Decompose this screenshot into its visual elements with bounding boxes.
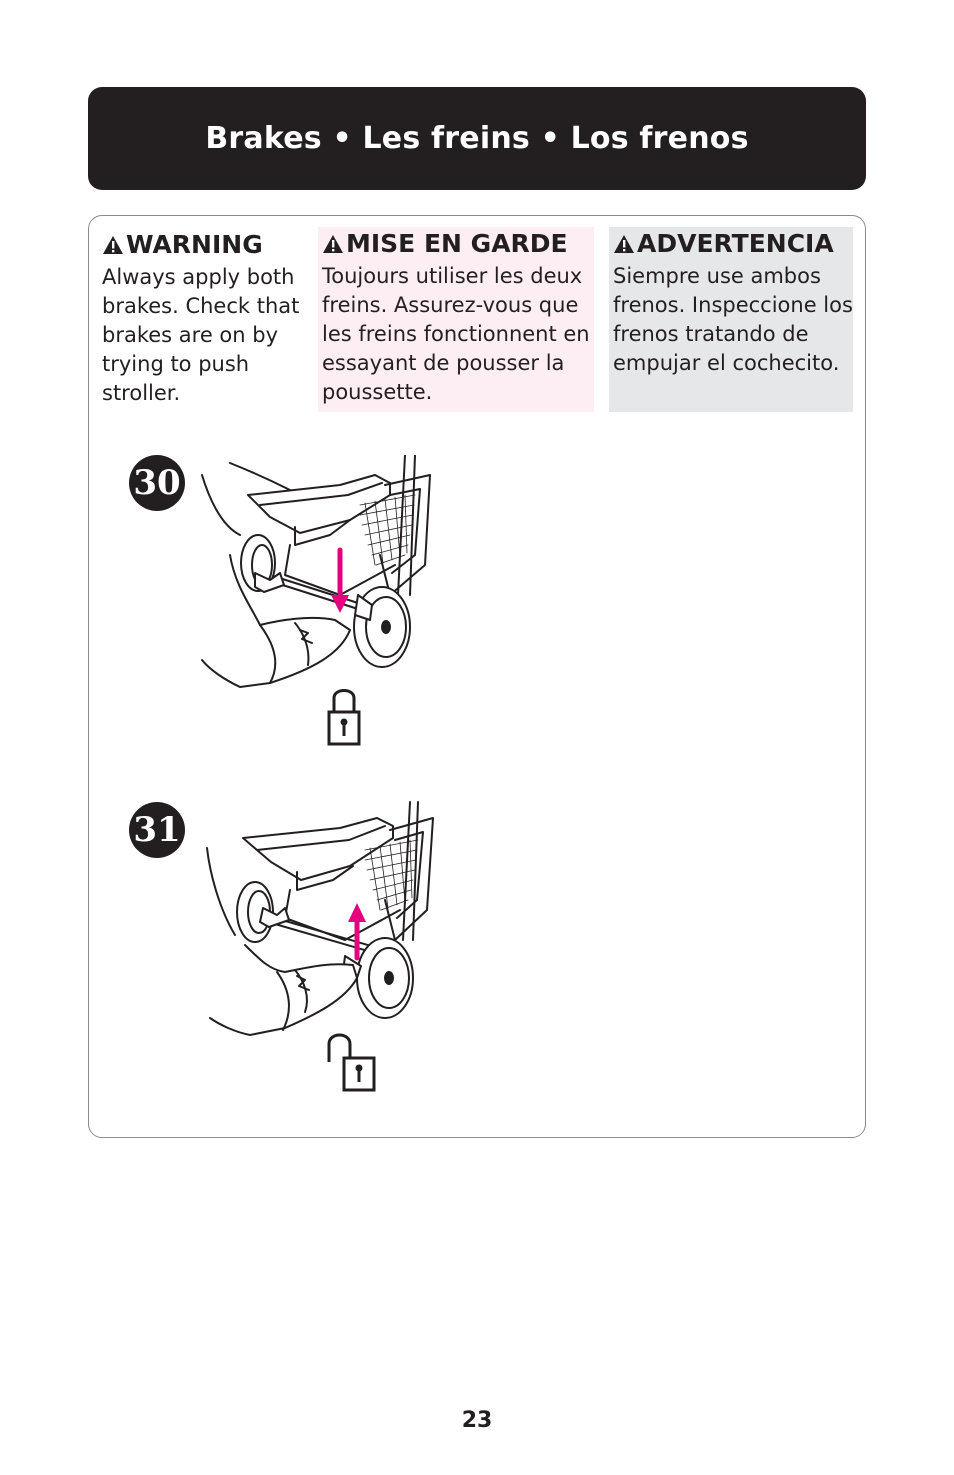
warning-heading-es: ADVERTENCIA xyxy=(637,229,834,258)
warning-english xyxy=(102,230,312,408)
warning-french xyxy=(318,227,594,412)
warning-spanish xyxy=(609,227,853,412)
warning-text-es: Siempre use ambos frenos. Inspeccione los frenos tratando de empujar el cochecito. xyxy=(613,264,853,375)
warning-heading-en: WARNING xyxy=(126,230,263,259)
section-header xyxy=(88,87,866,190)
step-number-30: 30 xyxy=(129,455,185,511)
page-title: Brakes • Les freins • Los frenos xyxy=(205,121,749,156)
unlocked-padlock-icon xyxy=(326,1028,382,1094)
warning-triangle-icon xyxy=(102,235,124,255)
locked-padlock-icon xyxy=(326,680,362,746)
warning-triangle-icon xyxy=(613,234,635,254)
page-number: 23 xyxy=(461,1408,493,1433)
warning-text-fr: Toujours utiliser les deux freins. Assurez-vous que les freins fonctionnent en essayant de pousser la poussette. xyxy=(322,264,590,404)
warning-heading-fr: MISE EN GARDE xyxy=(346,229,568,258)
warning-text-en: Always apply both brakes. Check that brakes are on by trying to push stroller. xyxy=(102,265,300,405)
brake-release-illustration xyxy=(205,800,445,1040)
warning-triangle-icon xyxy=(322,234,344,254)
brake-engage-illustration xyxy=(200,455,440,695)
step-number-31: 31 xyxy=(129,802,185,858)
